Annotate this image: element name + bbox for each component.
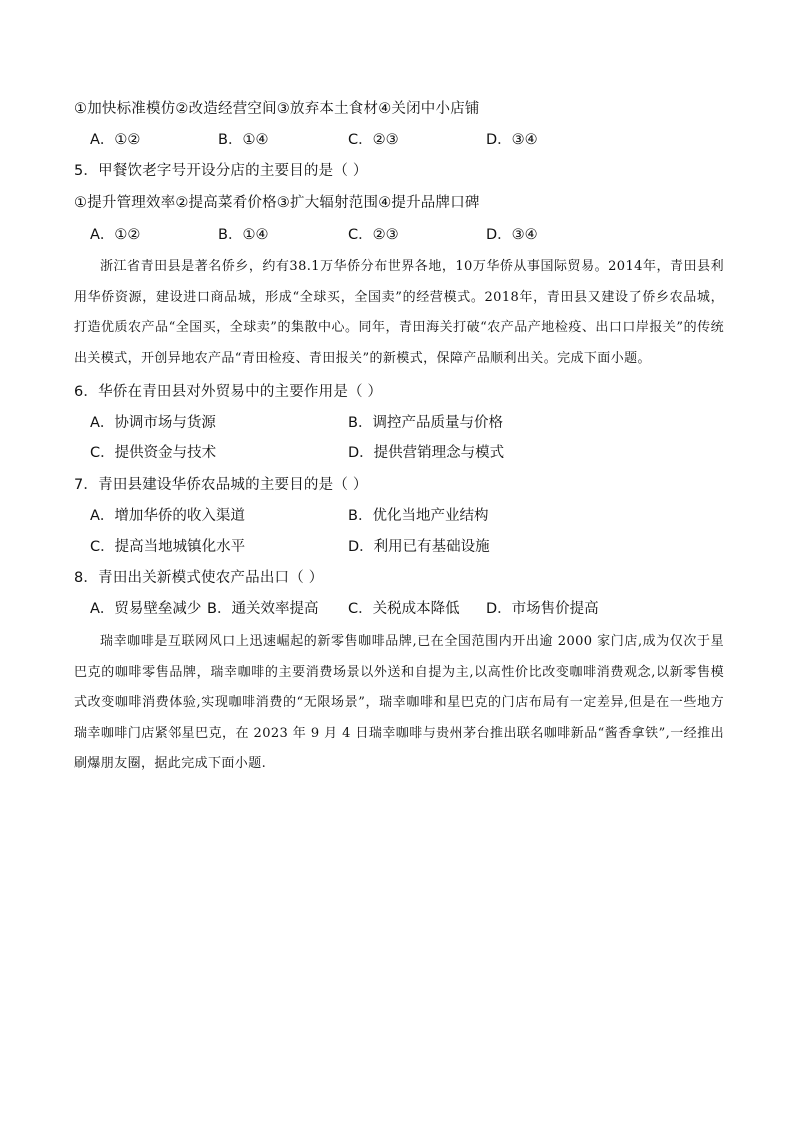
q8-option-b[interactable]: B．通关效率提高	[207, 601, 319, 617]
q8-option-d[interactable]: D．市场售价提高	[486, 601, 599, 617]
q7-option-d[interactable]: D．利用已有基础设施	[348, 539, 490, 555]
q6-question: 6．华侨在青田县对外贸易中的主要作用是（ ）	[74, 384, 383, 400]
q6-option-d[interactable]: D．提供营销理念与模式	[348, 445, 505, 461]
q7-option-b[interactable]: B．优化当地产业结构	[348, 508, 489, 524]
q4-option-a[interactable]: A．①②	[90, 132, 141, 148]
q5-option-d[interactable]: D．③④	[486, 227, 538, 243]
q5-statements: ①提升管理效率②提高菜肴价格③扩大辐射范围④提升品牌口碑	[74, 195, 480, 211]
q5-option-c[interactable]: C．②③	[348, 227, 399, 243]
q4-option-c[interactable]: C．②③	[348, 132, 399, 148]
q7-option-c[interactable]: C．提高当地城镇化水平	[90, 539, 246, 555]
q4-option-b[interactable]: B．①④	[218, 132, 269, 148]
q5-question: 5．甲餐饮老字号开设分店的主要目的是（ ）	[74, 163, 368, 179]
q6-option-b[interactable]: B．调控产品质量与价格	[348, 415, 503, 431]
q8-question: 8．青田出关新模式使农产品出口（ ）	[74, 570, 324, 586]
q5-option-b[interactable]: B．①④	[218, 227, 269, 243]
q6-option-a[interactable]: A．协调市场与货源	[90, 415, 216, 431]
q7-question: 7．青田县建设华侨农品城的主要目的是（ ）	[74, 477, 368, 493]
reading-passage-qingtian: 浙江省青田县是著名侨乡，约有38.1万华侨分布世界各地，10万华侨从事国际贸易。2014年，青田县利用华侨资源，建设进口商品城，形成“全球买，全国卖”的经营模式。2018年，青田县又建设了侨乡农品城，打造优质农产品“全国买，全球卖”的集散中心。同年，青田海关打破“农产品产地检疫、出口口岸报关”的传统出关模式，开创异地农产品“青田检疫、青田报关”的新模式，保障产品顺利出关。完成下面小题。	[74, 259, 724, 366]
q6-option-c[interactable]: C．提供资金与技术	[90, 445, 217, 461]
reading-passage-luckin: 瑞幸咖啡是互联网风口上迅速崛起的新零售咖啡品牌,已在全国范围内开出逾 2000 家门店,成为仅次于星巴克的咖啡零售品牌，瑞幸咖啡的主要消费场景以外送和自提为主,以高性价比改变咖啡消费观念,以新零售模式改变咖啡消费体验,实现咖啡消费的“无限场景”，瑞幸咖啡和星巴克的门店布局有一定差异,但是在一些地方瑞幸咖啡门店紧邻星巴克，在 2023 年 9 月 4 日瑞幸咖啡与贵州茅台推出联名咖啡新品“酱香拿铁”,一经推出刷爆朋友圈，据此完成下面小题.	[74, 634, 724, 771]
q4-option-d[interactable]: D．③④	[486, 132, 538, 148]
q8-option-c[interactable]: C．关税成本降低	[348, 601, 460, 617]
q7-option-a[interactable]: A．增加华侨的收入渠道	[90, 508, 245, 524]
q4-statements: ①加快标准模仿②改造经营空间③放弃本土食材④关闭中小店铺	[74, 101, 480, 117]
q8-option-a[interactable]: A．贸易壁垒减少	[90, 601, 202, 617]
q5-option-a[interactable]: A．①②	[90, 227, 141, 243]
